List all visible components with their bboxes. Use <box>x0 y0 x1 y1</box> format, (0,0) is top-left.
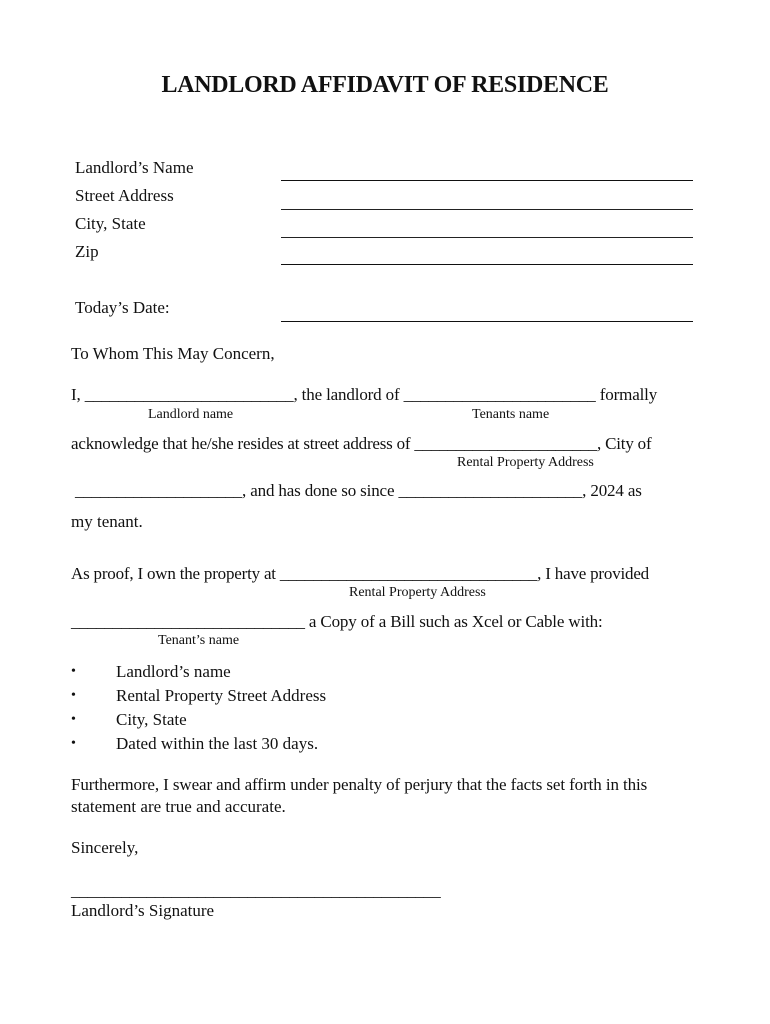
list-item: Landlord’s name <box>116 662 231 681</box>
street-address-label: Street Address <box>75 186 174 205</box>
list-item: City, State <box>116 710 187 729</box>
paragraph1-line2: acknowledge that he/she resides at street address of ______________________, City of <box>71 434 652 453</box>
city-state-field[interactable] <box>281 237 693 238</box>
zip-label: Zip <box>75 242 99 261</box>
todays-date-field[interactable] <box>281 321 693 322</box>
paragraph1-line3: ____________________, and has done so since ______________________, 2024 as <box>75 481 642 500</box>
paragraph3-line1: Furthermore, I swear and affirm under penalty of perjury that the facts set forth in this <box>71 775 648 794</box>
caption-rental-address-2: Rental Property Address <box>349 585 486 600</box>
zip-field[interactable] <box>281 264 693 265</box>
bullet-dot: • <box>71 736 76 751</box>
closing: Sincerely, <box>71 838 139 857</box>
paragraph3-line2: statement are true and accurate. <box>71 797 286 816</box>
caption-rental-address-1: Rental Property Address <box>457 455 594 470</box>
document-title: LANDLORD AFFIDAVIT OF RESIDENCE <box>161 72 609 98</box>
caption-tenants-name: Tenants name <box>472 407 550 422</box>
paragraph2-line2: ____________________________ a Copy of a Bill such as Xcel or Cable with: <box>71 612 603 631</box>
signature-field[interactable]: ____________________________________________ <box>71 881 441 900</box>
paragraph1-line1: I, _________________________, the landlord of _______________________ formally <box>71 385 658 404</box>
paragraph2-line1: As proof, I own the property at _______________________________, I have provided <box>71 564 649 583</box>
todays-date-label: Today’s Date: <box>75 298 170 317</box>
landlord-name-field[interactable] <box>281 180 693 181</box>
street-address-field[interactable] <box>281 209 693 210</box>
paragraph1-line4: my tenant. <box>71 512 143 531</box>
bullet-dot: • <box>71 688 76 703</box>
list-item: Rental Property Street Address <box>116 686 327 705</box>
landlord-name-label: Landlord’s Name <box>75 158 194 177</box>
bullet-dot: • <box>71 712 76 727</box>
bullet-dot: • <box>71 664 76 679</box>
city-state-label: City, State <box>75 214 146 233</box>
signature-label: Landlord’s Signature <box>71 901 215 920</box>
caption-tenant-name: Tenant’s name <box>158 633 240 648</box>
salutation: To Whom This May Concern, <box>71 344 275 363</box>
list-item: Dated within the last 30 days. <box>116 734 319 753</box>
caption-landlord-name: Landlord name <box>148 407 234 422</box>
